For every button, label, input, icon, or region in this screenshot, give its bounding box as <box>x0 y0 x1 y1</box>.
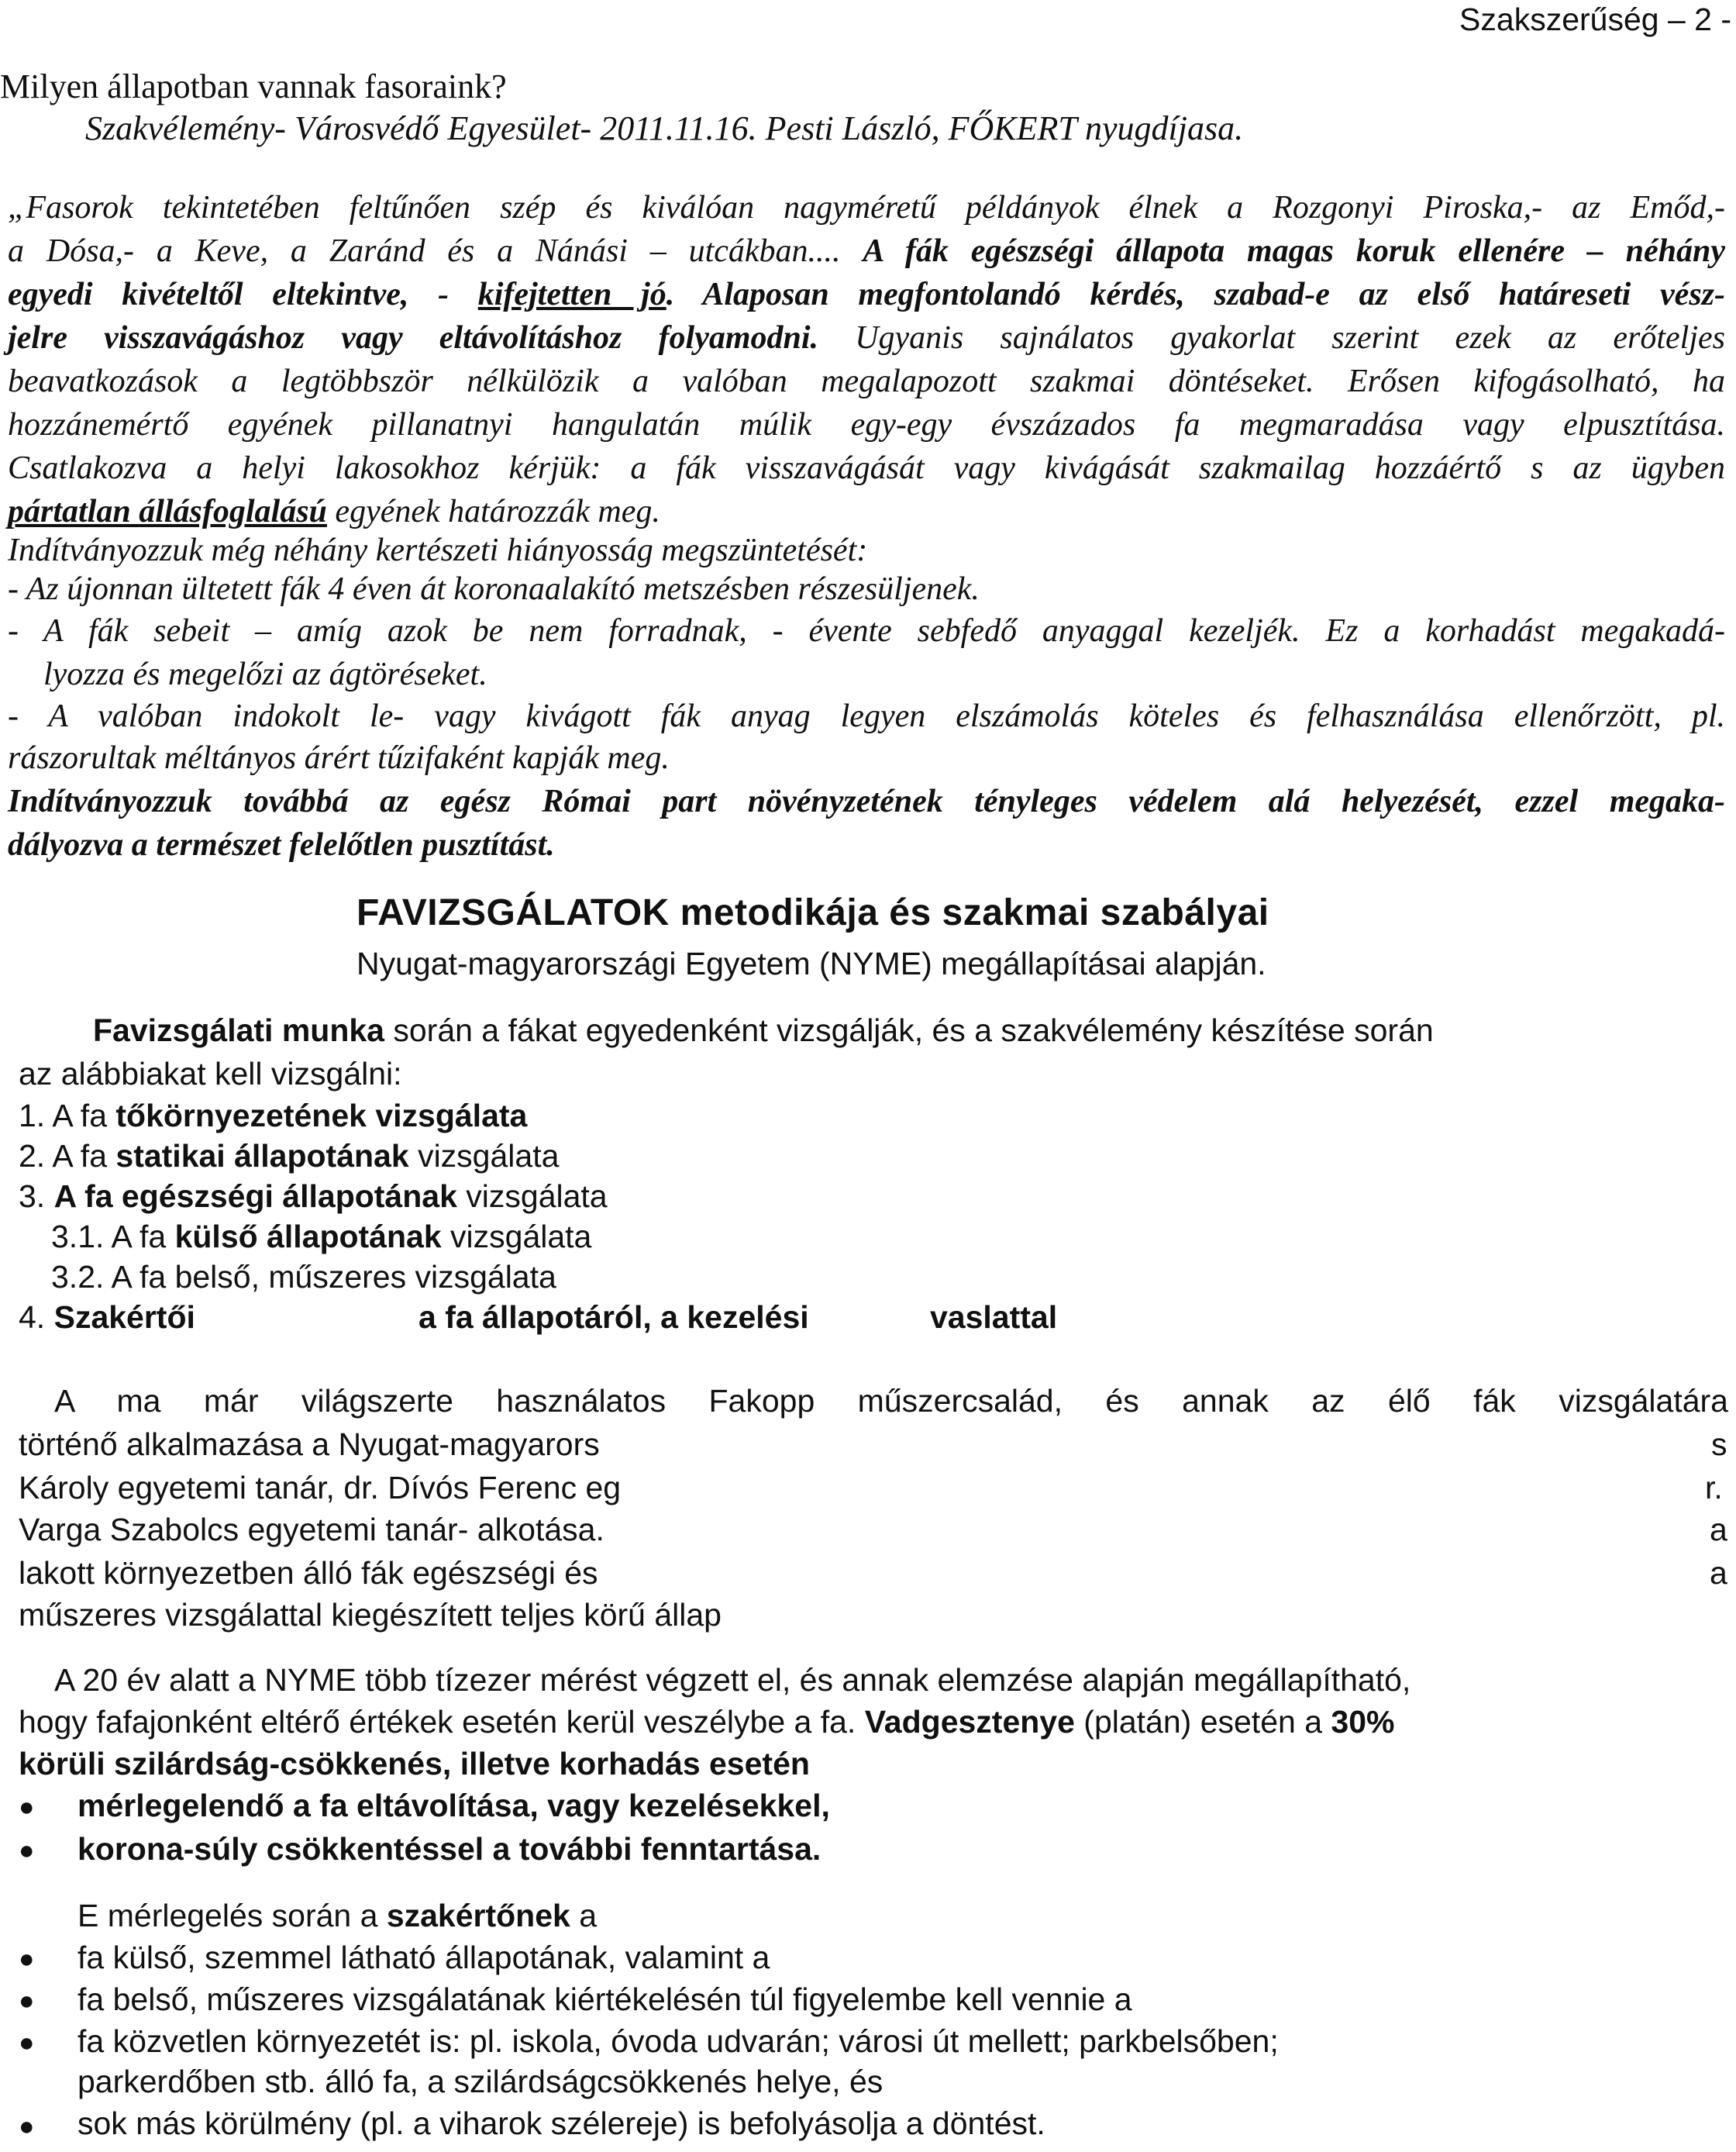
weigh-bullet-1: fa külső, szemmel látható állapotának, valamint a <box>78 1940 770 1975</box>
section1-title: Milyen állapotban vannak fasoraink? <box>0 67 507 105</box>
intro-line-2: az alábbiakat kell vizsgálni: <box>19 1056 402 1092</box>
list-item-3-1-bold: külső állapotának <box>174 1219 442 1254</box>
para-line-15: Indítványozzuk továbbá az egész Római part növényzetének tényleges védelem alá helyezését, ezzel megaka- <box>8 784 1725 819</box>
weigh-line-1a: E mérlegelés során a <box>78 1898 387 1933</box>
bullet-icon: ● <box>19 1986 35 2016</box>
nyme-line-2 <box>19 1704 1394 1740</box>
list-item-2-bold: statikai állapotának <box>115 1138 409 1174</box>
para-line-8 <box>8 493 660 530</box>
list-item-4-bold: Szakértői <box>53 1299 195 1335</box>
para-line-2b: A fák egészségi állapota magas koruk ellenére – néhány <box>863 233 1725 269</box>
list-item-3-1-prefix: 3.1. A fa <box>51 1219 175 1254</box>
bullet-icon: ● <box>19 1944 35 1974</box>
fakopp-line-4: Varga Szabolcs egyetemi tanár- alkotása. <box>19 1512 604 1547</box>
para-line-13: - A valóban indokolt le- vagy kivágott fák anyag legyen elszámolás köteles és felhasználása ellenőrzött, pl. <box>8 698 1725 734</box>
list-item-3-1-suffix: vizsgálata <box>441 1219 592 1254</box>
intro-line-1 <box>93 1012 1434 1049</box>
section2-subtitle: Nyugat-magyarországi Egyetem (NYME) megállapításai alapján. <box>356 946 1266 981</box>
para-line-14: rászorultak méltányos árért tűzifaként kapják meg. <box>8 740 670 776</box>
weigh-bullet-4: sok más körülmény (pl. a viharok szélereje) is befolyásolja a döntést. <box>78 2105 1045 2141</box>
section2-title: FAVIZSGÁLATOK metodikája és szakmai szabályai <box>356 892 1269 933</box>
page-header: Szakszerűség – 2 - <box>1459 2 1731 37</box>
list-item-2-prefix: 2. A fa <box>19 1138 116 1174</box>
para-line-8b: egyének határozzák meg. <box>326 494 660 529</box>
weigh-line-1b: szakértőnek <box>386 1898 570 1933</box>
list-item-3-1 <box>51 1219 591 1255</box>
para-line-11: - A fák sebeit – amíg azok be nem forradnak, - évente sebfedő anyaggal kezeljék. Ez a korhadást megakadá- <box>8 613 1725 649</box>
list-item-4 <box>19 1299 195 1336</box>
fakopp-line-5-right: a <box>1710 1555 1727 1591</box>
nyme-line-2b: Vadgesztenye <box>864 1704 1075 1740</box>
para-line-5: beavatkozások a legtöbbször nélkülözik a valóban megalapozott szakmai döntéseket. Erősen kifogásolható, ha <box>8 364 1725 399</box>
para-line-8u: pártatlan állásfoglalású <box>8 494 327 529</box>
list-item-4-part2: a fa állapotáról, a kezelési <box>418 1299 809 1335</box>
list-item-3 <box>19 1178 608 1215</box>
list-item-4-prefix: 4. <box>19 1299 54 1335</box>
para-line-16: dályozva a természet felelőtlen pusztítást. <box>8 827 555 863</box>
weigh-bullet-3-cont: parkerdőben stb. álló fa, a szilárdságcsökkenés helye, és <box>78 2064 884 2099</box>
list-item-1-bold: tőkörnyezetének vizsgálata <box>115 1098 528 1133</box>
para-line-3a: egyedi kivételtől eltekintve, - <box>8 277 478 312</box>
intro-rest: során a fákat egyedenként vizsgálják, és a szakvélemény készítése során <box>384 1012 1434 1048</box>
nyme-bullet-2: korona-súly csökkentéssel a további fenntartása. <box>78 1831 822 1867</box>
list-item-3-bold: A fa egészségi állapotának <box>53 1178 457 1214</box>
para-line-3u: kifejtetten jó <box>477 277 666 312</box>
section1-subtitle: Szakvélemény- Városvédő Egyesület- 2011.11.16. Pesti László, FŐKERT nyugdíjasa. <box>85 109 1244 147</box>
fakopp-line-3-right: r. <box>1705 1470 1723 1505</box>
para-line-7: Csatlakozva a helyi lakosokhoz kérjük: a fák visszavágását vagy kivágását szakmailag hozzáértő s az ügyben <box>8 450 1725 486</box>
list-item-1 <box>19 1098 527 1134</box>
para-line-4 <box>8 319 1725 357</box>
weigh-bullet-2: fa belső, műszeres vizsgálatának kiértékelésén túl figyelembe kell vennie a <box>78 1981 1132 2017</box>
list-item-4-part3: vaslattal <box>930 1299 1058 1335</box>
bullet-icon: ● <box>19 1792 35 1822</box>
fakopp-line-3: Károly egyetemi tanár, dr. Dívós Ferenc eg <box>19 1470 622 1505</box>
bullet-icon: ● <box>19 2028 35 2057</box>
weigh-bullet-3: fa közvetlen környezetét is: pl. iskola, óvoda udvarán; városi út mellett; parkbelsőben; <box>78 2023 1279 2059</box>
nyme-line-2a: hogy fafajonként eltérő értékek esetén kerül veszélybe a fa. <box>19 1704 865 1740</box>
weigh-line-1c: a <box>570 1898 598 1933</box>
list-item-2 <box>19 1138 559 1174</box>
nyme-line-1: A 20 év alatt a NYME több tízezer mérést végzett el, és annak elemzése alapján megállapítható, <box>54 1662 1411 1698</box>
fakopp-line-2-right: s <box>1711 1426 1727 1462</box>
fakopp-line-4-right: a <box>1710 1512 1727 1547</box>
para-line-12: lyozza és megelőzi az ágtöréseket. <box>43 657 487 692</box>
nyme-line-3: körüli szilárdság-csökkenés, illetve korhadás esetén <box>19 1746 810 1781</box>
para-line-4a: jelre visszavágáshoz vagy eltávolításhoz folyamodni. <box>8 320 819 356</box>
para-line-3 <box>8 276 1725 313</box>
intro-bold: Favizsgálati munka <box>93 1012 384 1048</box>
nyme-line-2c: (platán) esetén a <box>1074 1704 1331 1740</box>
list-item-1-prefix: 1. A fa <box>19 1098 116 1133</box>
para-line-2a: a Dósa,- a Keve, a Zaránd és a Nánási – utcákban.... <box>8 233 863 269</box>
fakopp-line-2: történő alkalmazása a Nyugat-magyarors <box>19 1426 600 1462</box>
fakopp-line-5: lakott környezetben álló fák egészségi és <box>19 1555 598 1591</box>
bullet-icon: ● <box>19 1836 35 1865</box>
bullet-icon: ● <box>19 2112 35 2141</box>
nyme-bullet-1: mérlegelendő a fa eltávolítása, vagy kezelésekkel, <box>78 1788 830 1823</box>
fakopp-line-6: műszeres vizsgálattal kiegészített teljes körű állap <box>19 1597 722 1633</box>
nyme-line-2d: 30% <box>1331 1704 1395 1740</box>
para-line-4b: Ugyanis sajnálatos gyakorlat szerint ezek az erőteljes <box>818 320 1726 356</box>
list-item-3-suffix: vizsgálata <box>456 1178 608 1214</box>
para-line-2 <box>8 233 1725 270</box>
para-line-3b: . Alaposan megfontolandó kérdés, szabad-e az első határeseti vész- <box>666 277 1725 312</box>
list-item-3-2: 3.2. A fa belső, műszeres vizsgálata <box>51 1259 556 1295</box>
para-line-1: „Fasorok tekintetében feltűnően szép és kiválóan nagyméretű példányok élnek a Rozgonyi Piroska,- az Emőd,- <box>8 190 1725 226</box>
para-line-9: Indítványozzuk még néhány kertészeti hiányosság megszüntetését: <box>8 533 868 568</box>
fakopp-line-1: A ma már világszerte használatos Fakopp műszercsalád, és annak az élő fák vizsgálatára <box>54 1383 1728 1419</box>
para-line-6: hozzánemértő egyének pillanatnyi hangulatán múlik egy-egy évszázados fa megmaradása vagy elpusztítása. <box>8 407 1725 443</box>
list-item-2-suffix: vizsgálata <box>408 1138 560 1174</box>
para-line-10: - Az újonnan ültetett fák 4 éven át koronaalakító metszésben részesüljenek. <box>8 571 980 607</box>
weigh-line-1 <box>78 1898 597 1934</box>
list-item-3-prefix: 3. <box>19 1178 54 1214</box>
